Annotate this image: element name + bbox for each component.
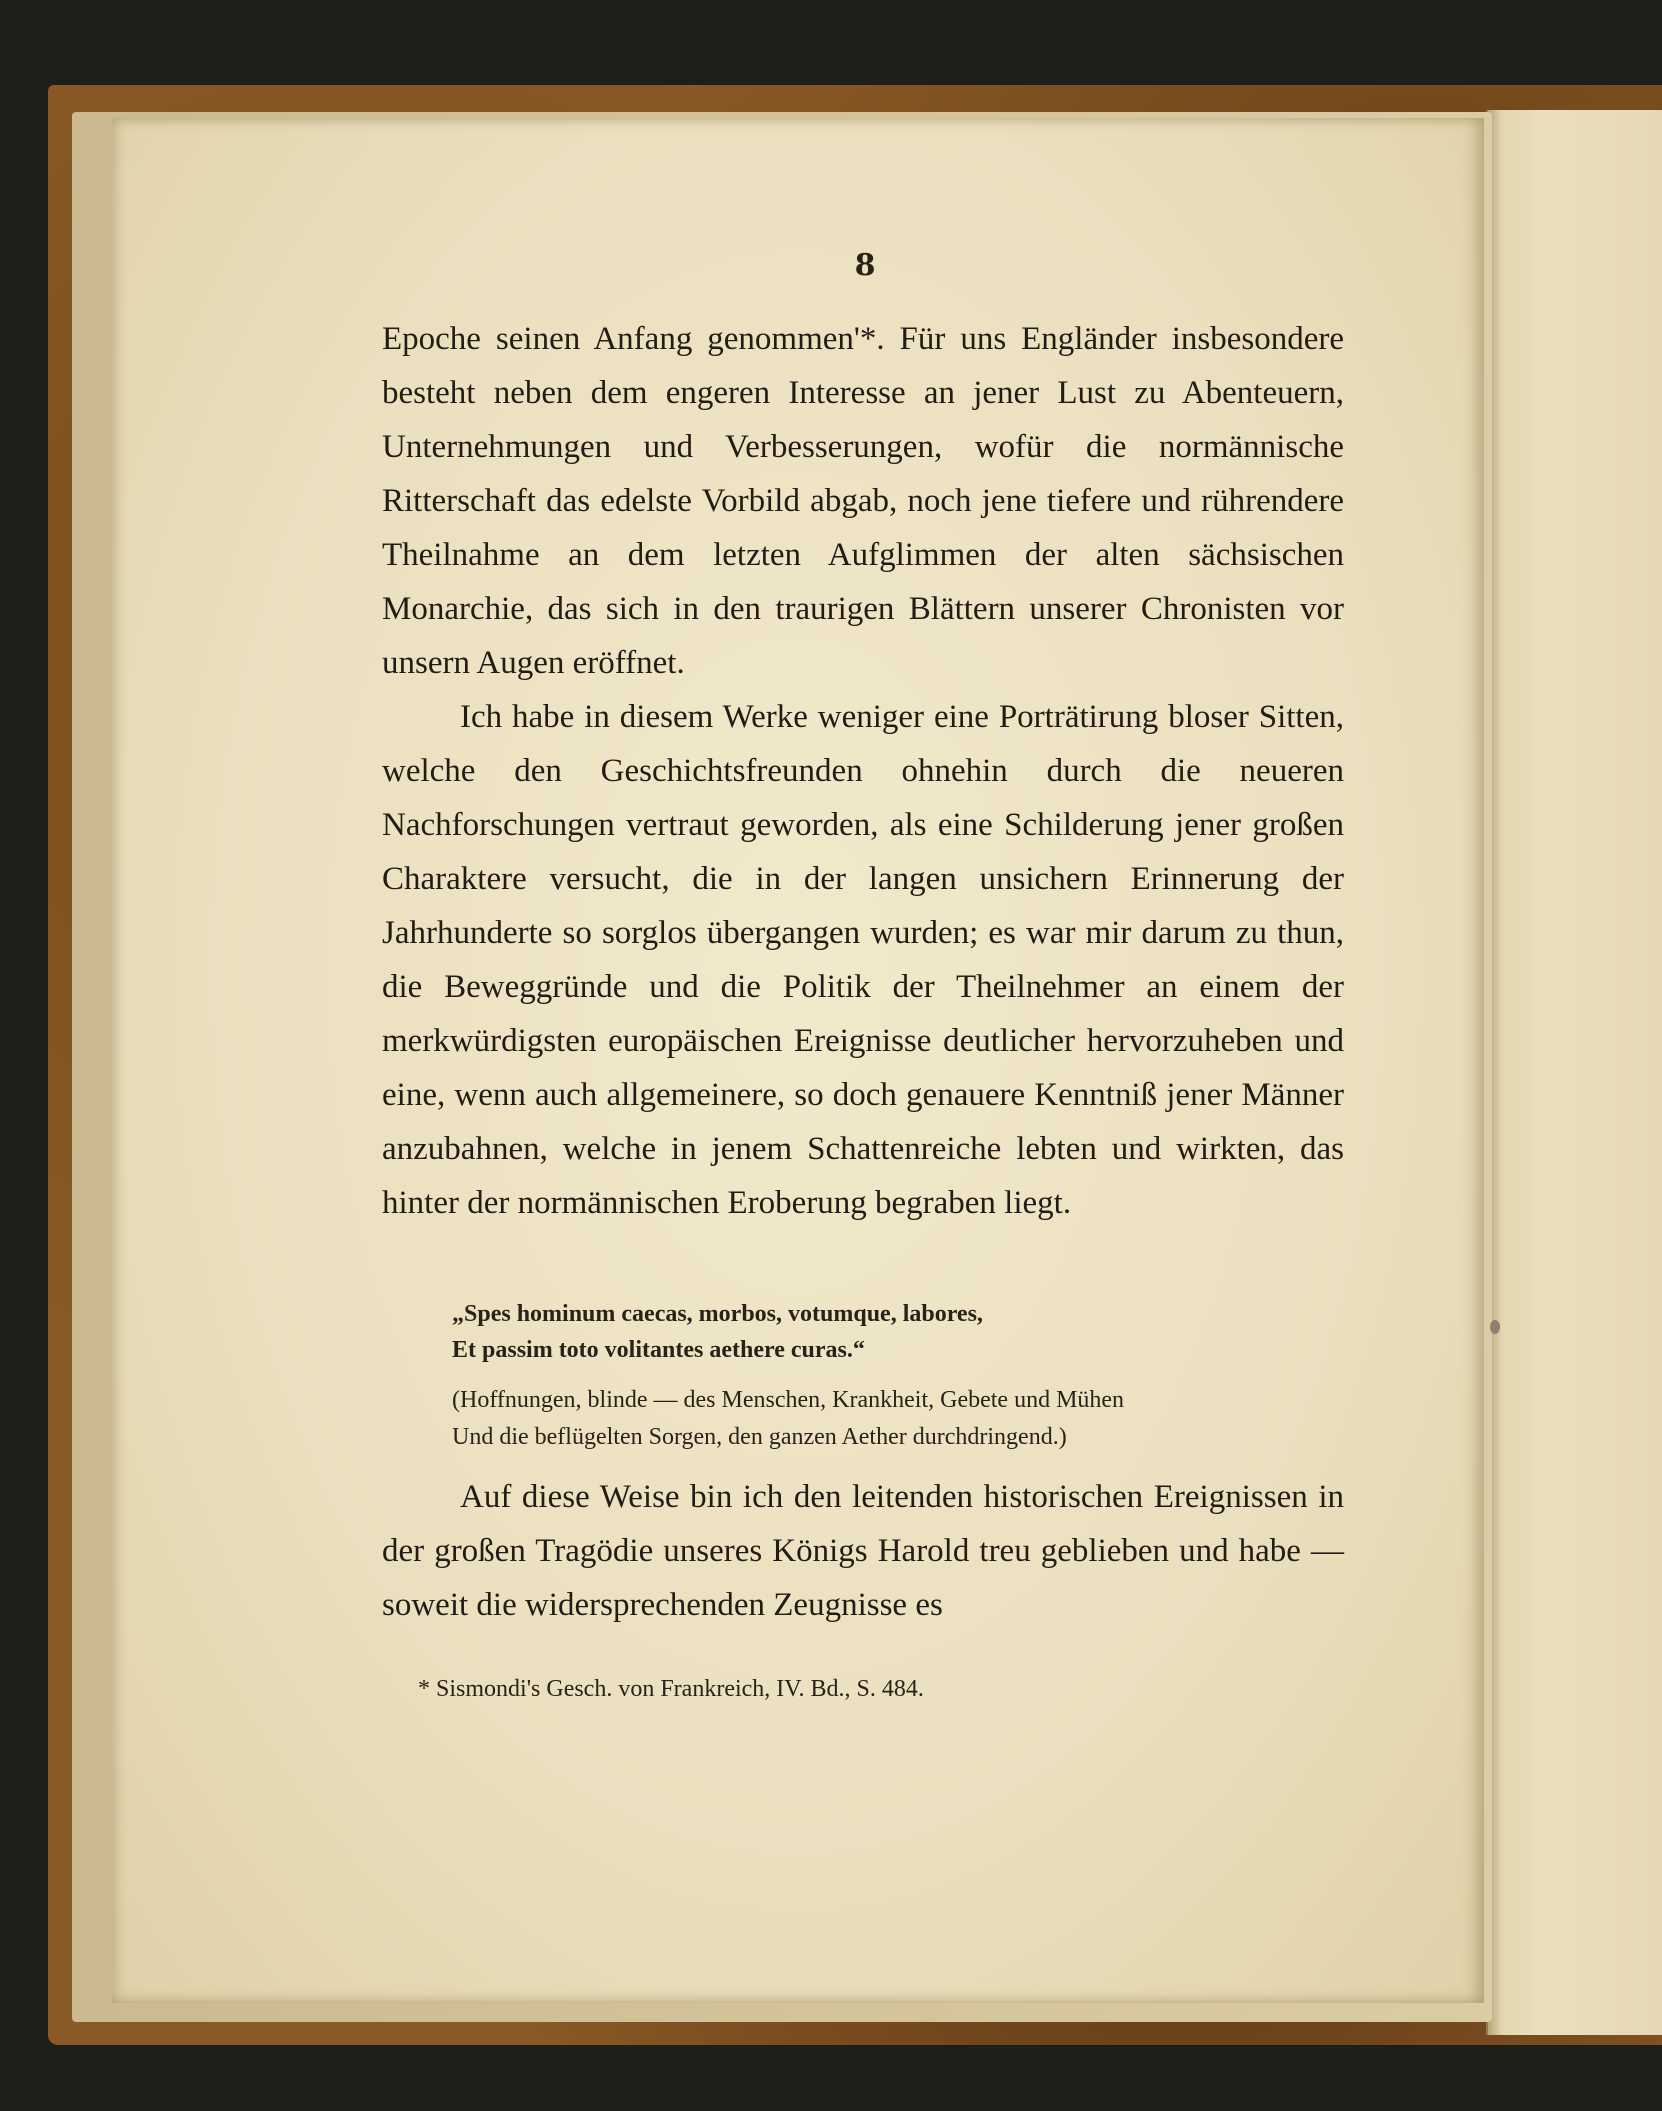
german-translation-line: (Hoffnungen, blinde — des Menschen, Krankheit, Gebete und Mühen [452,1387,1125,1413]
paragraph-2: Ich habe in diesem Werke weniger eine Porträtirung bloser Sitten, welche den Geschichtsfreunden ohnehin durch die neueren Nachforschungen vertraut geworden, als eine Schilderung jener großen Charaktere versucht, die in der langen unsichern Erinnerung der Jahrhunderte so sorglos übergangen wurden; es war mir darum zu thun, die Beweggründe und die Politik der Theilnehmer an einem der merkwürdigsten europäischen Ereignisse deutlicher hervorzuheben und eine, wenn auch allgemeinere, so doch genauere Kenntniß jener Männer anzubahnen, welche in jenem Schattenreiche lebten und wirkten, das hinter der normännischen Eroberung begraben liegt. [382,699,1344,1221]
verse-quote [452,1296,1312,1456]
page-number: 8 [854,248,876,283]
german-translation [452,1382,1312,1456]
footnote: * Sismondi's Gesch. von Frankreich, IV. Bd., S. 484. [418,1676,924,1702]
paragraph-1: Epoche seinen Anfang genommen'*. Für uns Engländer insbesondere besteht neben dem engeren Interesse an jener Lust zu Abenteuern, Unternehmungen und Verbesserungen, wofür die normännische Ritterschaft das edelste Vorbild abgab, noch jene tiefere und rührendere Theilnahme an dem letzten Aufglimmen der alten sächsischen Monarchie, das sich in den traurigen Blättern unserer Chronisten vor unsern Augen eröffnet. [382,321,1344,681]
latin-quote [452,1296,1312,1368]
latin-quote-line: Et passim toto volitantes aethere curas.“ [452,1337,865,1363]
main-text [382,312,1344,1230]
binding-mark [1490,1320,1500,1334]
german-translation-line: Und die beflügelten Sorgen, den ganzen Aether durchdringend.) [452,1424,1067,1450]
facing-page [1486,110,1662,2035]
latin-quote-line: „Spes hominum caecas, morbos, votumque, labores, [452,1301,983,1327]
continued-text [382,1470,1344,1632]
paragraph-3: Auf diese Weise bin ich den leitenden historischen Ereignissen in der großen Tragödie unseres Königs Harold treu geblieben und habe — soweit die widersprechenden Zeugnisse es [382,1479,1344,1623]
